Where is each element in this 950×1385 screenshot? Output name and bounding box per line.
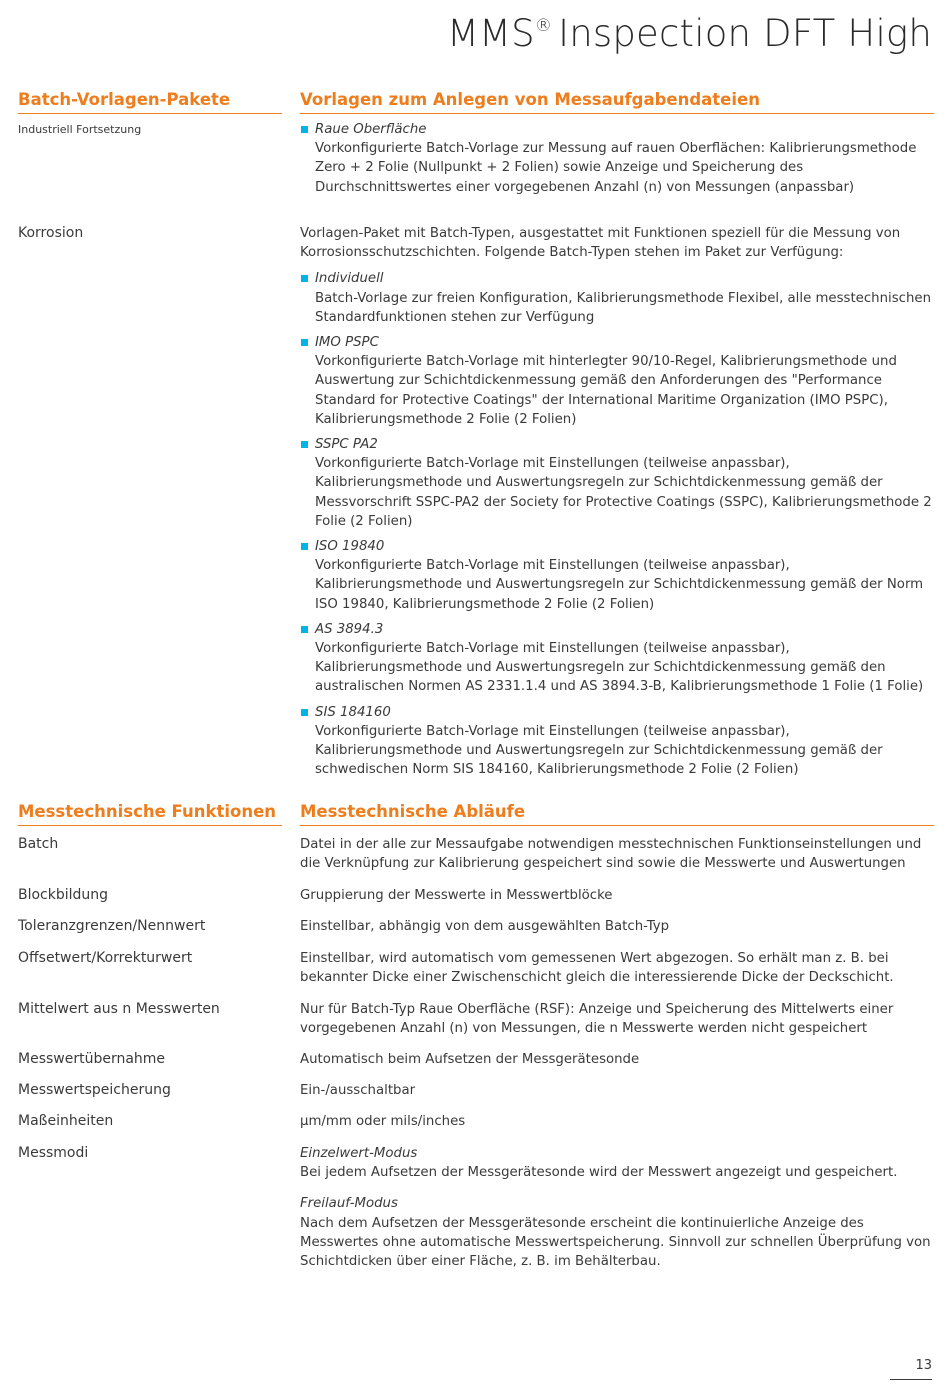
bullet-square-icon	[301, 626, 308, 633]
row-text: Einstellbar, wird automatisch vom gemessenen Wert abgezogen. So erhält man z. B. bei bekannter Dicke einer Zwischenschicht gleich die interessierende Dicke der Deckschicht.	[300, 951, 894, 986]
row-label: Offsetwert/Korrekturwert	[18, 950, 193, 966]
page-number-rule	[890, 1379, 932, 1380]
bullet-desc: Vorkonfigurierte Batch-Vorlage mit hinterlegter 90/10-Regel, Kalibrierungsmethode und Auswertung zur Schichtdickenmessung gemäß den Anforderungen des "Performance Standard for Protective Coatings" der International Maritime Organization (IMO PSPC), Kalibrierungsmethode 2 Folie (2 Folien)	[315, 354, 897, 427]
bullet-title: Raue Oberfläche	[315, 122, 427, 137]
section-rule-left	[18, 113, 282, 114]
section-rule-right	[300, 825, 934, 826]
bullet-title: SIS 184160	[315, 704, 391, 720]
bullet-desc: Vorkonfigurierte Batch-Vorlage zur Messung auf rauen Oberflächen: Kalibrierungsmethode Zero + 2 Folie (Nullpunkt + 2 Folien) sowie Anzeige und Speicherung des Durchschnittswertes einer vorgegebenen Anzahl (n) von Messungen (anpassbar)	[315, 141, 917, 195]
row-label: Batch	[18, 836, 59, 852]
row-content	[300, 224, 934, 785]
mode-desc: Nach dem Aufsetzen der Messgerätesonde erscheint die kontinuierliche Anzeige des Messwertes ohne automatische Messwertspeicherung. Sinnvoll zur schnellen Überprüfung von Schichtdicken über einer Fläche, z. B. im Behälterbau.	[300, 1215, 931, 1270]
bullet-square-icon	[301, 275, 308, 282]
section-header	[18, 802, 934, 833]
row-text: Ein-/ausschaltbar	[300, 1083, 416, 1098]
row-label: Maßeinheiten	[18, 1113, 114, 1129]
bullet-title: IMO PSPC	[315, 335, 379, 351]
row-text: Nur für Batch-Typ Raue Oberfläche (RSF): Anzeige und Speicherung des Mittelwerts einer vorgegebenen Anzahl (n) von Messungen, die n Messwerte werden nicht gespeichert	[300, 1002, 894, 1037]
bullet-square-icon	[301, 709, 308, 716]
section-rule-right	[300, 113, 934, 114]
row-intro: Vorlagen-Paket mit Batch-Typen, ausgestattet mit Funktionen speziell für die Messung von Korrosionsschutzschichten. Folgende Batch-Typen stehen im Paket zur Verfügung:	[300, 226, 901, 261]
bullet-title: AS 3894.3	[315, 621, 384, 637]
section-batch-templates	[18, 90, 934, 121]
section-header	[18, 90, 934, 121]
row-content	[300, 120, 934, 203]
mode-desc: Bei jedem Aufsetzen der Messgerätesonde wird der Messwert angezeigt und gespeichert.	[300, 1165, 898, 1181]
row-label: Industriell Fortsetzung	[18, 123, 142, 136]
bullet-desc: Batch-Vorlage zur freien Konfiguration, Kalibrierungsmethode Flexibel, alle messtechnischen Standardfunktionen stehen zur Verfügung	[315, 290, 931, 325]
mode-title: Einzelwert-Modus	[300, 1146, 418, 1161]
bullet-square-icon	[301, 543, 308, 550]
bullet-title: SSPC PA2	[315, 437, 378, 453]
bullet-title: ISO 19840	[315, 539, 385, 555]
section-measurement-functions	[18, 802, 934, 833]
row-label: Messwertspeicherung	[18, 1082, 171, 1098]
bullet-desc: Vorkonfigurierte Batch-Vorlage mit Einstellungen (teilweise anpassbar), Kalibrierungsmethode und Auswertungsregeln zur Schichtdickenmessung gemäß der Messvorschrift SSPC-PA2 der Society for Protective Coatings (SSPC), Kalibrierungsmethode 2 Folie (2 Folien)	[315, 456, 932, 529]
row-label: Korrosion	[18, 225, 84, 241]
bullet-item	[300, 269, 934, 327]
row-text: Gruppierung der Messwerte in Messwertblöcke	[300, 888, 613, 903]
row-text: Datei in der alle zur Messaufgabe notwendigen messtechnischen Funktionseinstellungen und die Verknüpfung zur Kalibrierung gespeichert sind sowie die Messwerte und Auswertungen	[300, 837, 922, 872]
page-title	[447, 12, 932, 55]
row-label: Blockbildung	[18, 887, 109, 903]
row-content	[300, 1144, 934, 1271]
section-heading-right: Messtechnische Abläufe	[300, 802, 526, 821]
title-prefix: MMS	[446, 12, 535, 55]
row-label: Toleranzgrenzen/Nennwert	[18, 918, 206, 934]
section-heading-left: Batch-Vorlagen-Pakete	[18, 90, 231, 109]
row-text: Einstellbar, abhängig von dem ausgewählten Batch-Typ	[300, 919, 670, 934]
registered-mark: ®	[534, 16, 553, 36]
mode-title: Freilauf-Modus	[300, 1196, 398, 1212]
bullet-desc: Vorkonfigurierte Batch-Vorlage mit Einstellungen (teilweise anpassbar), Kalibrierungsmethode und Auswertungsregeln zur Schichtdickenmessung gemäß den australischen Normen AS 2331.1.4 und AS 3894.3-B, Kalibrierungsmethode 1 Folie (1 Folie)	[315, 641, 924, 695]
bullet-desc: Vorkonfigurierte Batch-Vorlage mit Einstellungen (teilweise anpassbar), Kalibrierungsmethode und Auswertungsregeln zur Schichtdickenmessung gemäß der schwedischen Norm SIS 184160, Kalibrierungsmethode 2 Folie (2 Folien)	[315, 723, 883, 778]
page-number: 13	[915, 1358, 932, 1373]
section-heading-right: Vorlagen zum Anlegen von Messaufgabendateien	[300, 90, 760, 109]
bullet-item	[300, 435, 934, 531]
row-text: µm/mm oder mils/inches	[300, 1114, 466, 1129]
row-label: Mittelwert aus n Messwerten	[18, 1001, 220, 1017]
row-label: Messmodi	[18, 1145, 89, 1161]
row-text: Automatisch beim Aufsetzen der Messgerätesonde	[300, 1052, 640, 1067]
mode-item	[300, 1194, 934, 1271]
title-rest: Inspection DFT High	[558, 12, 932, 55]
bullet-item	[300, 537, 934, 614]
bullet-desc: Vorkonfigurierte Batch-Vorlage mit Einstellungen (teilweise anpassbar), Kalibrierungsmethode und Auswertungsregeln zur Schichtdickenmessung gemäß der Norm ISO 19840, Kalibrierungsmethode 2 Folie (2 Folien)	[315, 558, 924, 612]
mode-item	[300, 1144, 934, 1182]
row-label: Messwertübernahme	[18, 1051, 166, 1067]
bullet-item	[300, 620, 934, 697]
bullet-item	[300, 333, 934, 429]
bullet-title: Individuell	[315, 271, 384, 287]
bullet-item	[300, 703, 934, 780]
bullet-square-icon	[301, 441, 308, 448]
bullet-square-icon	[301, 126, 308, 133]
bullet-square-icon	[301, 339, 308, 346]
bullet-item	[300, 120, 934, 197]
section-heading-left: Messtechnische Funktionen	[18, 802, 277, 821]
section-rule-left	[18, 825, 282, 826]
